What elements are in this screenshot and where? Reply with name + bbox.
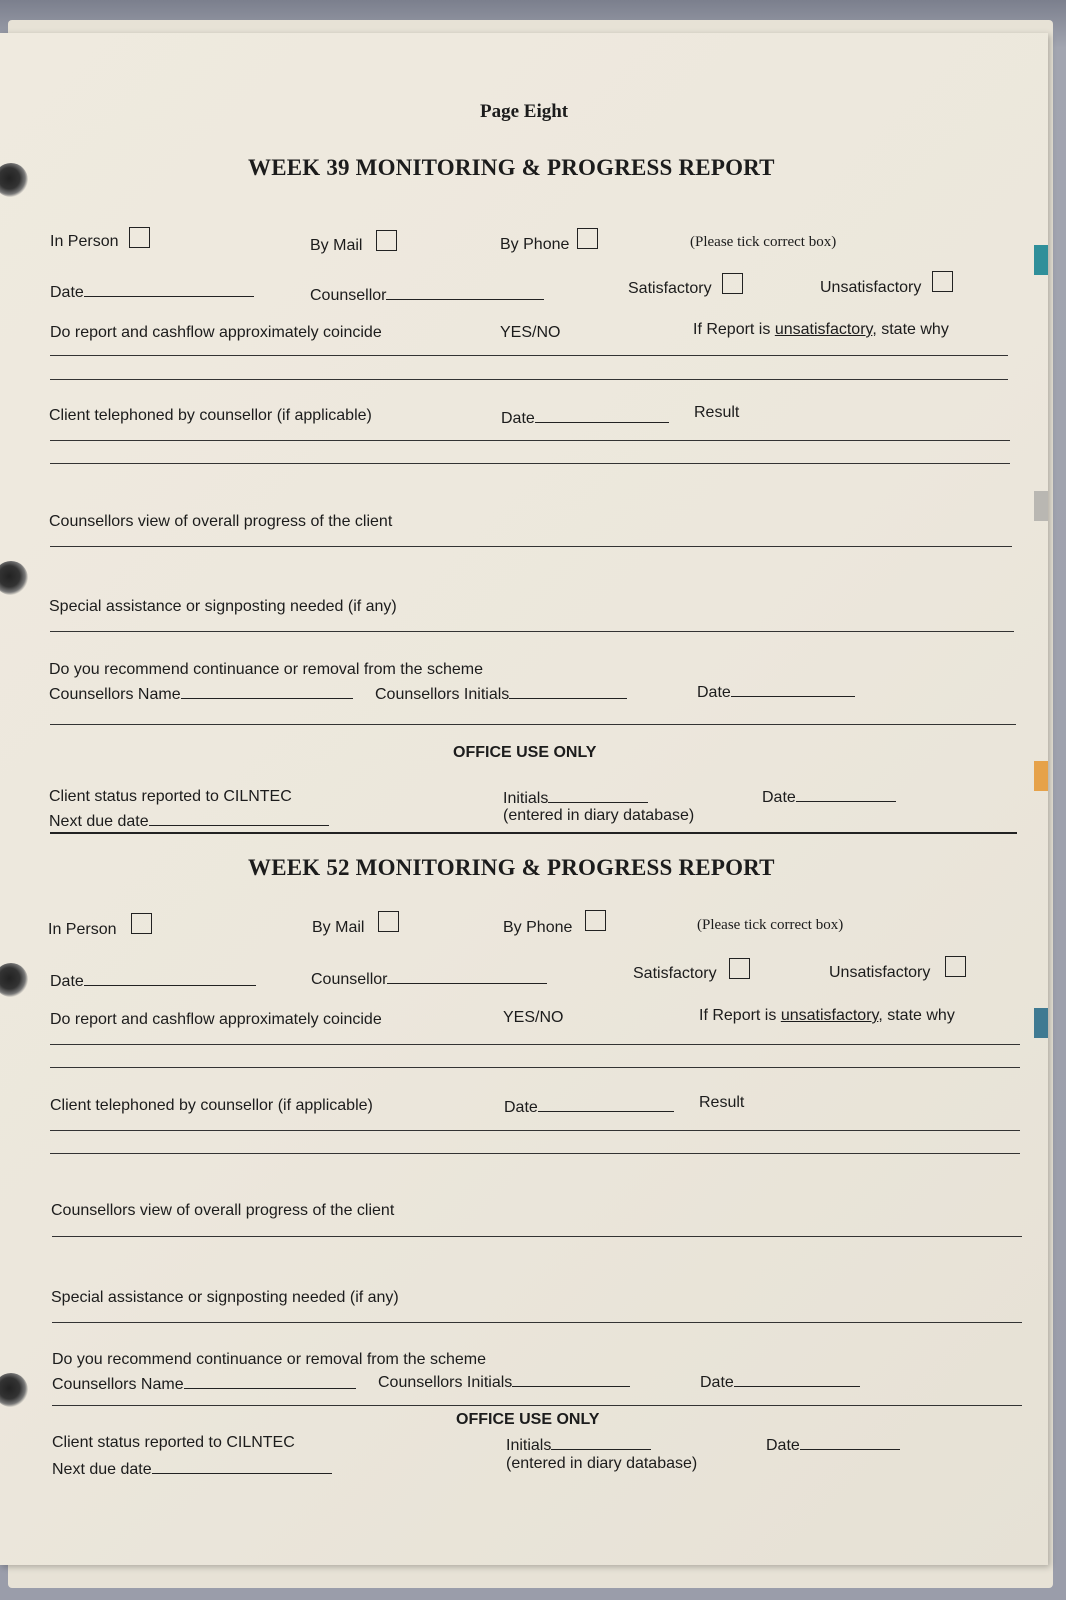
- w52-writing-line[interactable]: [52, 1322, 1022, 1323]
- index-tab: [1034, 491, 1048, 521]
- w52-client-telephoned: Client telephoned by counsellor (if applicable): [50, 1097, 373, 1114]
- w39-office-date-label: Date: [762, 789, 796, 806]
- w52-cashflow-question: Do report and cashflow approximately coincide: [50, 1011, 382, 1028]
- index-tab: [1034, 1008, 1048, 1038]
- w39-special-assistance: Special assistance or signposting needed (if any): [49, 598, 397, 615]
- w52-phone-date-label: Date: [504, 1099, 538, 1116]
- w52-next-due-date-label: Next due date: [52, 1461, 152, 1478]
- index-tab: [1034, 761, 1048, 791]
- w39-state-why-text: , state why: [872, 321, 949, 338]
- week52-heading: WEEK 52 MONITORING & PROGRESS REPORT: [248, 855, 775, 880]
- w39-date-label: Date: [50, 284, 84, 301]
- w52-rec-date-field[interactable]: [700, 1370, 860, 1392]
- w39-next-due-date-field[interactable]: [49, 809, 329, 831]
- w39-satisfactory-checkbox[interactable]: [722, 273, 743, 294]
- w52-entered-in-diary: (entered in diary database): [506, 1455, 698, 1472]
- w52-unsatisfactory-checkbox[interactable]: [945, 956, 966, 977]
- w39-by-mail-label: By Mail: [310, 237, 363, 254]
- w52-date-label: Date: [50, 973, 84, 990]
- w39-by-phone-checkbox[interactable]: [577, 228, 598, 249]
- w52-state-why-text: , state why: [878, 1007, 955, 1024]
- w39-office-use-only: OFFICE USE ONLY: [453, 744, 597, 761]
- w39-rec-date-field[interactable]: [697, 680, 855, 702]
- w52-counsellors-initials-label: Counsellors Initials: [378, 1374, 513, 1391]
- w39-counsellors-initials-field[interactable]: [375, 682, 627, 704]
- w52-unsatisfactory-word: unsatisfactory: [780, 1007, 879, 1024]
- page-label: Page Eight: [480, 101, 569, 122]
- w52-divider: [52, 1405, 1022, 1406]
- w52-yes-no[interactable]: YES/NO: [503, 1009, 564, 1026]
- w39-counsellors-name-label: Counsellors Name: [49, 686, 181, 703]
- week39-heading: WEEK 39 MONITORING & PROGRESS REPORT: [248, 155, 775, 180]
- w52-by-mail-label: By Mail: [312, 919, 365, 936]
- w52-recommend: Do you recommend continuance or removal from the scheme: [52, 1351, 486, 1368]
- w39-yes-no[interactable]: YES/NO: [500, 324, 561, 341]
- w52-counsellor-field[interactable]: [311, 967, 547, 989]
- w39-office-date-field[interactable]: [762, 785, 896, 807]
- w39-recommend: Do you recommend continuance or removal from the scheme: [49, 661, 483, 678]
- w52-writing-line[interactable]: [50, 1044, 1020, 1045]
- w39-if-report-is: If Report is: [693, 321, 771, 338]
- w39-unsatisfactory-checkbox[interactable]: [932, 271, 953, 292]
- w39-result-label: Result: [694, 404, 740, 421]
- w52-state-why: [699, 1007, 955, 1025]
- w52-counsellors-name-label: Counsellors Name: [52, 1376, 184, 1393]
- w39-by-phone-label: By Phone: [500, 236, 570, 253]
- w39-writing-line[interactable]: [50, 440, 1010, 441]
- w39-writing-line[interactable]: [50, 546, 1012, 547]
- w39-rec-date-label: Date: [697, 684, 731, 701]
- w39-in-person-checkbox[interactable]: [129, 227, 150, 248]
- w52-date-field[interactable]: [50, 969, 256, 991]
- w52-counsellors-name-field[interactable]: [52, 1372, 356, 1394]
- w39-divider: [50, 724, 1016, 725]
- w39-initials-field[interactable]: [503, 786, 648, 808]
- w52-rec-date-label: Date: [700, 1374, 734, 1391]
- w39-writing-line[interactable]: [50, 631, 1014, 632]
- w39-counsellors-view: Counsellors view of overall progress of the client: [49, 513, 393, 530]
- w39-state-why: [693, 321, 949, 339]
- w52-next-due-date-field[interactable]: [52, 1457, 332, 1479]
- w39-unsatisfactory-label: Unsatisfactory: [820, 279, 922, 296]
- w39-satisfactory-label: Satisfactory: [628, 280, 712, 297]
- w39-phone-date-label: Date: [501, 410, 535, 427]
- binder-hole: [0, 163, 28, 197]
- binder-hole: [0, 561, 28, 595]
- binder-hole: [0, 963, 28, 997]
- w52-initials-label: Initials: [506, 1437, 552, 1454]
- w39-phone-date-field[interactable]: [501, 406, 669, 428]
- w39-client-status: Client status reported to CILNTEC: [49, 788, 292, 805]
- w39-date-field[interactable]: [50, 280, 254, 302]
- w52-client-status: Client status reported to CILNTEC: [52, 1434, 295, 1451]
- w39-counsellors-name-field[interactable]: [49, 682, 353, 704]
- w39-client-telephoned: Client telephoned by counsellor (if applicable): [49, 407, 372, 424]
- w52-if-report-is: If Report is: [699, 1007, 777, 1024]
- w39-cashflow-question: Do report and cashflow approximately coincide: [50, 324, 382, 341]
- w52-writing-line[interactable]: [50, 1067, 1020, 1068]
- w52-office-date-label: Date: [766, 1437, 800, 1454]
- w39-in-person-label: In Person: [50, 233, 119, 250]
- w52-office-date-field[interactable]: [766, 1433, 900, 1455]
- w52-tick-note: (Please tick correct box): [697, 917, 844, 933]
- w39-counsellors-initials-label: Counsellors Initials: [375, 686, 510, 703]
- w52-counsellors-view: Counsellors view of overall progress of the client: [51, 1202, 395, 1219]
- w39-unsatisfactory-word: unsatisfactory: [774, 321, 873, 338]
- w39-initials-label: Initials: [503, 790, 549, 807]
- w52-writing-line[interactable]: [50, 1130, 1020, 1131]
- w39-writing-line[interactable]: [50, 463, 1010, 464]
- w39-next-due-date-label: Next due date: [49, 813, 149, 830]
- w52-result-label: Result: [699, 1094, 745, 1111]
- w52-by-phone-checkbox[interactable]: [585, 910, 606, 931]
- w52-in-person-checkbox[interactable]: [131, 913, 152, 934]
- w39-writing-line[interactable]: [50, 379, 1008, 380]
- w52-writing-line[interactable]: [52, 1236, 1022, 1237]
- form-page: [0, 33, 1048, 1565]
- w39-writing-line[interactable]: [50, 355, 1008, 356]
- w52-by-mail-checkbox[interactable]: [378, 911, 399, 932]
- w39-counsellor-field[interactable]: [310, 283, 544, 305]
- w52-counsellors-initials-field[interactable]: [378, 1370, 630, 1392]
- section-divider: [50, 832, 1017, 834]
- w52-satisfactory-label: Satisfactory: [633, 965, 717, 982]
- w52-by-phone-label: By Phone: [503, 919, 573, 936]
- w52-satisfactory-checkbox[interactable]: [729, 958, 750, 979]
- w39-entered-in-diary: (entered in diary database): [503, 807, 695, 824]
- w52-counsellor-label: Counsellor: [311, 971, 388, 988]
- w52-initials-field[interactable]: [506, 1433, 651, 1455]
- index-tab: [1034, 245, 1048, 275]
- w39-tick-note: (Please tick correct box): [690, 234, 837, 250]
- w52-writing-line[interactable]: [50, 1153, 1020, 1154]
- w52-phone-date-field[interactable]: [504, 1095, 674, 1117]
- binder-hole: [0, 1373, 28, 1407]
- w52-special-assistance: Special assistance or signposting needed (if any): [51, 1289, 399, 1306]
- w52-office-use-only: OFFICE USE ONLY: [456, 1411, 600, 1428]
- w39-counsellor-label: Counsellor: [310, 287, 387, 304]
- w52-unsatisfactory-label: Unsatisfactory: [829, 964, 931, 981]
- w39-by-mail-checkbox[interactable]: [376, 230, 397, 251]
- w52-in-person-label: In Person: [48, 921, 117, 938]
